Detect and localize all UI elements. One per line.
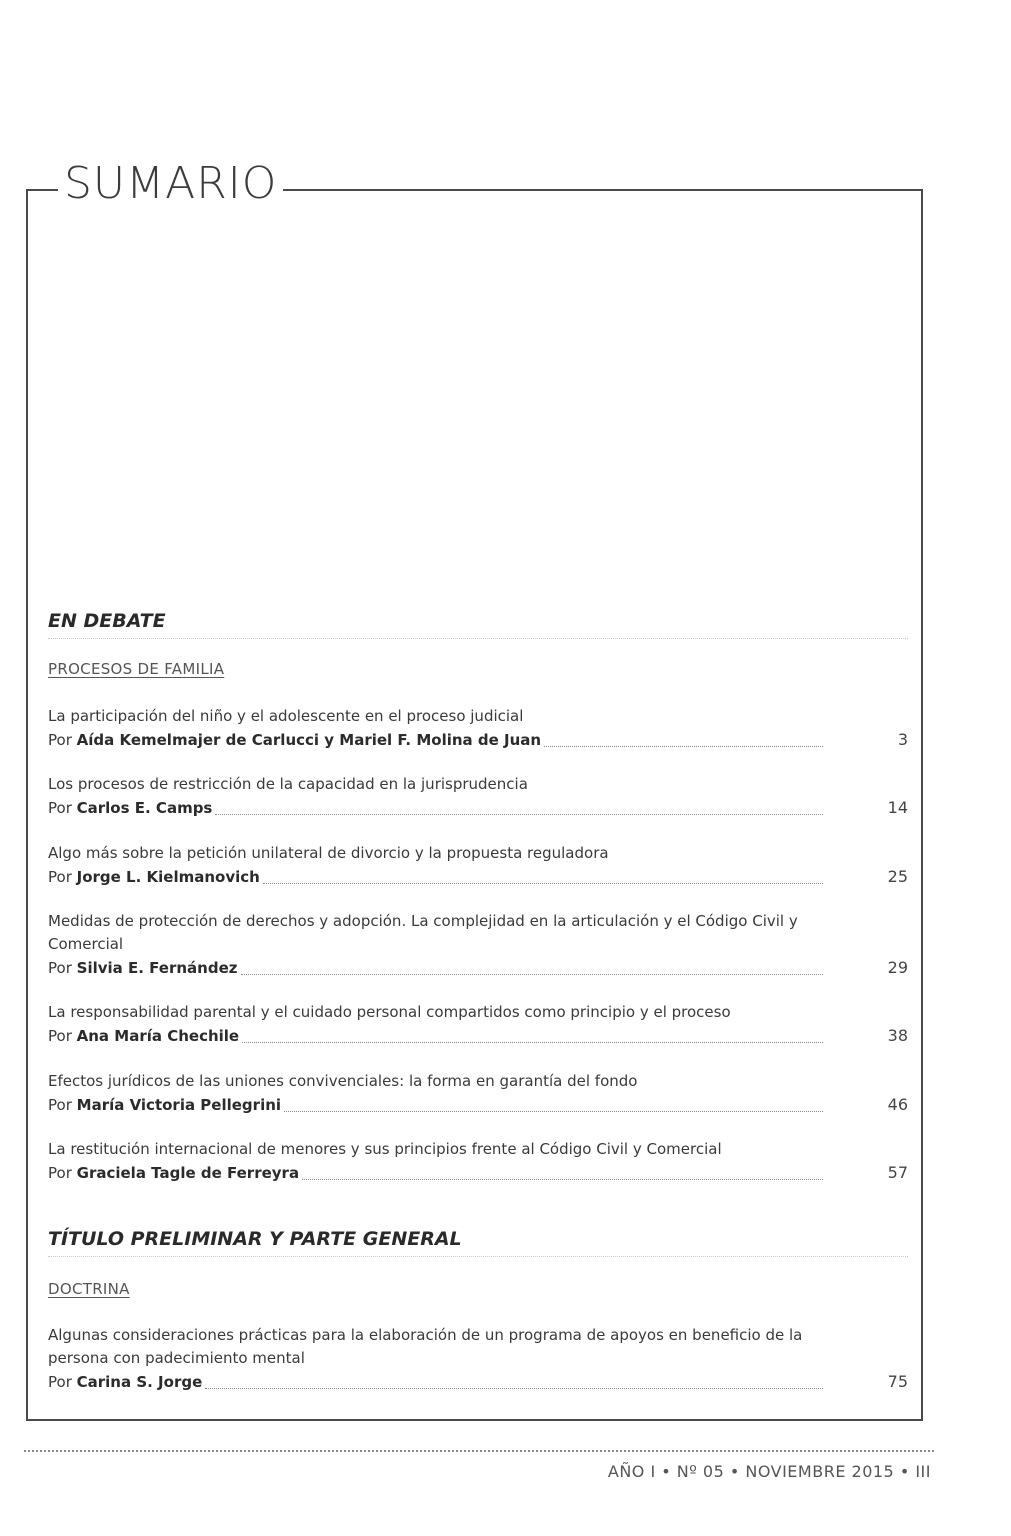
entry-authors: Ana María Chechile <box>76 1027 240 1045</box>
toc-entry[interactable] <box>48 773 908 820</box>
entry-title: Medidas de protección de derechos y adopción. La complejidad en la articulación y el Código Civil y Comercial <box>48 912 798 953</box>
entry-authors: Carlos E. Camps <box>76 799 213 817</box>
entry-por: Por <box>48 1164 72 1182</box>
entry-authors: Aída Kemelmajer de Carlucci y Mariel F. Molina de Juan <box>76 731 542 749</box>
entry-page: 46 <box>887 1095 908 1114</box>
toc-entry[interactable] <box>48 705 908 752</box>
leader-dots <box>242 1030 823 1043</box>
entry-page: 29 <box>887 958 908 977</box>
entry-page: 38 <box>887 1026 908 1045</box>
toc-entry[interactable] <box>48 1070 908 1117</box>
entry-title: Los procesos de restricción de la capacidad en la jurisprudencia <box>48 775 528 793</box>
entry-title: Algo más sobre la petición unilateral de divorcio y la propuesta reguladora <box>48 844 609 862</box>
entry-authors: Jorge L. Kielmanovich <box>76 868 260 886</box>
entry-page: 57 <box>887 1163 908 1182</box>
entry-title: La participación del niño y el adolescente en el proceso judicial <box>48 707 524 725</box>
entry-por: Por <box>48 868 72 886</box>
section-heading-en-debate: EN DEBATE <box>48 610 908 639</box>
entry-por: Por <box>48 959 72 977</box>
entry-authors: María Victoria Pellegrini <box>76 1096 282 1114</box>
leader-dots <box>544 734 823 747</box>
entry-authors: Graciela Tagle de Ferreyra <box>76 1164 300 1182</box>
entry-title: Algunas consideraciones prácticas para la elaboración de un programa de apoyos en beneficio de la persona con padecimiento mental <box>48 1326 803 1367</box>
entry-por: Por <box>48 1373 72 1391</box>
leader-dots <box>215 802 823 815</box>
entry-por: Por <box>48 799 72 817</box>
toc-entry[interactable] <box>48 1001 908 1048</box>
entry-page: 3 <box>897 730 908 749</box>
entry-title: La restitución internacional de menores y sus principios frente al Código Civil y Comercial <box>48 1140 722 1158</box>
entry-por: Por <box>48 731 72 749</box>
leader-dots <box>302 1167 823 1180</box>
section-heading-titulo-preliminar: TÍTULO PRELIMINAR Y PARTE GENERAL <box>48 1228 908 1257</box>
toc-entry[interactable] <box>48 910 908 980</box>
leader-dots <box>284 1099 823 1112</box>
entry-page: 25 <box>887 867 908 886</box>
toc-entry[interactable] <box>48 842 908 889</box>
leader-dots <box>205 1376 823 1389</box>
footer-divider <box>24 1450 934 1452</box>
entry-por: Por <box>48 1027 72 1045</box>
entry-page: 14 <box>887 798 908 817</box>
leader-dots <box>241 962 824 975</box>
leader-dots <box>263 871 823 884</box>
toc-entry[interactable] <box>48 1324 908 1394</box>
entry-title: La responsabilidad parental y el cuidado personal compartidos como principio y el proceso <box>48 1003 731 1021</box>
subheading-doctrina: DOCTRINA <box>48 1280 130 1298</box>
subheading-procesos-de-familia: PROCESOS DE FAMILIA <box>48 660 225 678</box>
entry-page: 75 <box>887 1372 908 1391</box>
page-footer: AÑO I • Nº 05 • NOVIEMBRE 2015 • III <box>607 1462 931 1481</box>
entry-authors: Carina S. Jorge <box>76 1373 203 1391</box>
entry-authors: Silvia E. Fernández <box>76 959 238 977</box>
page-title: SUMARIO <box>58 158 283 210</box>
entry-por: Por <box>48 1096 72 1114</box>
entry-title: Efectos jurídicos de las uniones convivenciales: la forma en garantía del fondo <box>48 1072 638 1090</box>
toc-entry[interactable] <box>48 1138 908 1185</box>
